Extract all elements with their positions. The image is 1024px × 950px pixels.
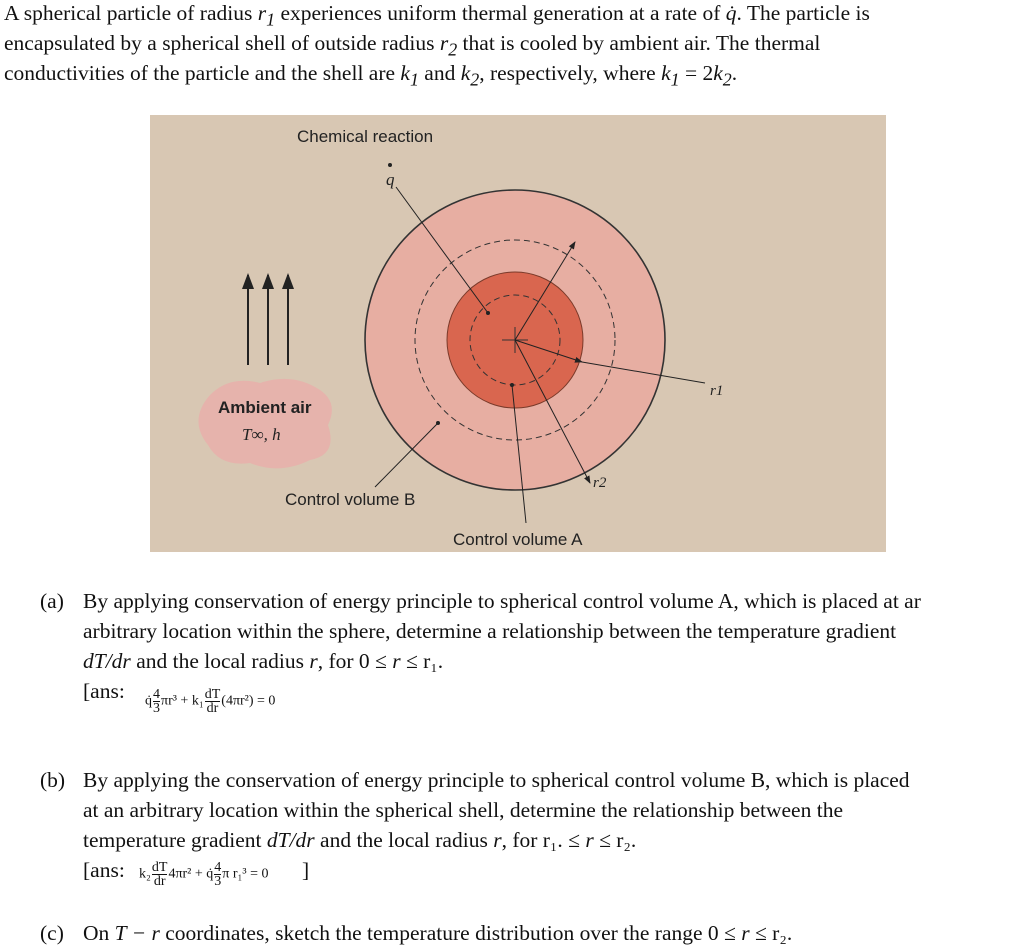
control-volume-a-label: Control volume A <box>453 530 583 549</box>
t-inf-h-label: T∞, h <box>242 425 281 444</box>
text: dr <box>153 874 166 889</box>
text: , for 0 ≤ <box>317 649 393 673</box>
intro-line-1 <box>4 0 870 32</box>
sphere-figure <box>150 115 886 552</box>
part-c-label: (c) <box>40 921 64 945</box>
part-a-label: (a) <box>40 589 64 613</box>
text: dT/dr <box>266 828 315 852</box>
text: . <box>731 61 738 85</box>
part-b-line-2: at an arbitrary location within the spherical shell, determine the relationship between the <box>83 798 843 822</box>
part-b-line-3 <box>83 827 636 853</box>
text: A spherical particle of radius <box>4 1 258 25</box>
part-b-line-1: By applying the conservation of energy principle to spherical control volume B, which is placed <box>83 768 910 792</box>
text: 4 <box>214 860 222 875</box>
var: k <box>460 61 471 85</box>
text: dr <box>206 701 219 716</box>
ambient-air-label: Ambient air <box>218 398 312 417</box>
ambient-air-cloud <box>198 379 331 469</box>
part-b-ans-label: [ans: <box>83 858 125 882</box>
sub: 1 <box>409 69 419 90</box>
text: T − r <box>114 921 160 945</box>
sub: 1 <box>670 69 680 90</box>
part-a-ans-label: [ans: <box>83 679 125 703</box>
text: r <box>392 649 401 673</box>
text: q̇ <box>145 693 152 709</box>
part-a-answer <box>145 688 275 715</box>
text: dT <box>204 687 221 702</box>
part-b-answer <box>139 861 269 888</box>
text: On <box>83 921 115 945</box>
text: 3 <box>214 874 222 889</box>
part-a-line-2: arbitrary location within the sphere, determine a relationship between the temperature gradient <box>83 619 897 643</box>
part-c-text <box>83 920 792 946</box>
sub: 2 <box>448 39 458 60</box>
text: 4 <box>153 687 160 702</box>
text: = 2 <box>679 61 714 85</box>
text: r <box>493 828 502 852</box>
sub: 1 <box>266 9 276 30</box>
text: . The particle is <box>736 1 870 25</box>
text: 4πr² + q̇ <box>168 866 214 882</box>
sub: 2 <box>470 69 480 90</box>
r2-label: r2 <box>593 475 607 491</box>
text: r <box>741 921 750 945</box>
text: encapsulated by a spherical shell of outside radius <box>4 31 440 55</box>
text: 3 <box>153 701 160 716</box>
part-b-ans-close: ] <box>302 858 310 882</box>
part-b-label: (b) <box>40 768 66 792</box>
text: and the local radius <box>314 828 494 852</box>
var: k <box>400 61 410 85</box>
text: and <box>418 61 461 85</box>
text: that is cooled by ambient air. The thermal <box>457 31 821 55</box>
text: r <box>309 649 318 673</box>
text: π r₁³ = 0 <box>222 866 269 882</box>
var: r <box>257 1 267 25</box>
text: ≤ r₂. <box>593 828 637 852</box>
text: dT/dr <box>83 649 131 673</box>
q-label: q <box>386 170 395 189</box>
text: conductivities of the particle and the shell are <box>4 61 401 85</box>
text: πr³ + k₁ <box>161 693 204 709</box>
var: k <box>661 61 671 85</box>
text: ≤ r₁. <box>400 649 444 673</box>
control-volume-b-label: Control volume B <box>285 490 416 509</box>
text: k₂ <box>139 866 151 882</box>
text: (4πr²) = 0 <box>221 693 276 709</box>
var: r <box>439 31 449 55</box>
text: temperature gradient <box>83 828 267 852</box>
part-a-line-1: By applying conservation of energy principle to spherical control volume A, which is placed at ar <box>83 589 921 613</box>
text: r <box>585 828 594 852</box>
r1-label: r1 <box>710 383 724 399</box>
text: dT <box>151 860 168 875</box>
intro-line-3 <box>4 60 737 92</box>
intro-line-2 <box>4 30 820 62</box>
text: , respectively, where <box>479 61 662 85</box>
text: , for r₁. ≤ <box>501 828 586 852</box>
text: experiences uniform thermal generation at a rate of <box>275 1 726 25</box>
chemical-reaction-label: Chemical reaction <box>297 127 434 146</box>
text: coordinates, sketch the temperature distribution over the range 0 ≤ <box>159 921 742 945</box>
var: k <box>713 61 723 85</box>
text: and the local radius <box>130 649 310 673</box>
text: ≤ r₂. <box>749 921 793 945</box>
sub: 2 <box>722 69 732 90</box>
var: q̇ <box>725 1 737 25</box>
part-a-line-3 <box>83 648 443 674</box>
